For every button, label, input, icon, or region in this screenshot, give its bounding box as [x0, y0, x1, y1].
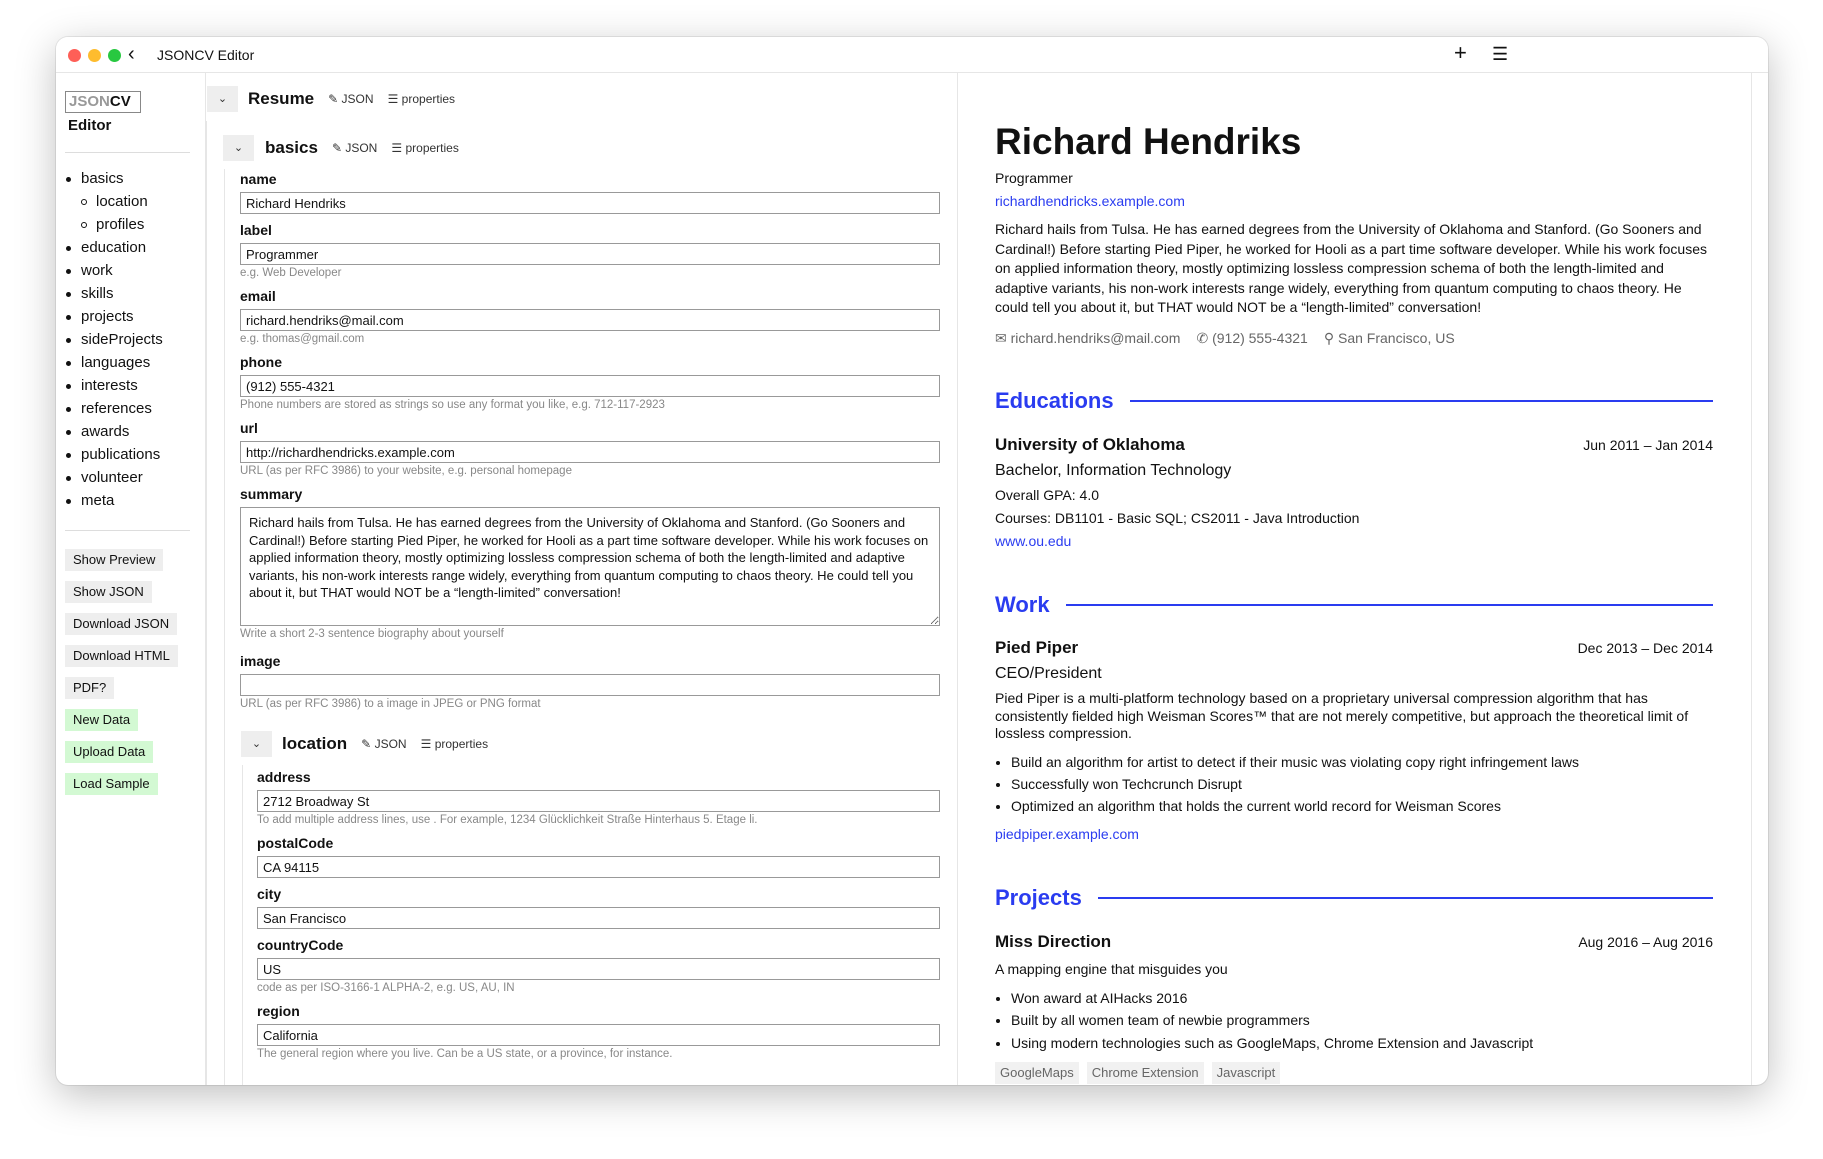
basics-collapse-toggle[interactable]: ⌄: [223, 135, 254, 161]
bullet-icon: [81, 199, 87, 205]
nest-line: [206, 121, 207, 1085]
logo: JSONCV: [65, 91, 141, 113]
address-field: address 2712 Broadway St To add multiple address lines, use . For example, 1234 Glücklichkeit Straße Hinterhaus 5. Etage li.: [257, 767, 940, 833]
work-heading: Work: [995, 591, 1713, 619]
nest-line: [224, 169, 225, 1085]
region-input[interactable]: [257, 1024, 940, 1046]
bullet-icon: [66, 177, 71, 182]
countrycode-input[interactable]: [257, 958, 940, 980]
bullet-icon: [66, 292, 71, 297]
countrycode-field: countryCode US code as per ISO-3166-1 ALPHA-2, e.g. US, AU, IN: [257, 935, 940, 1001]
contact-email: ✉ richard.hendriks@mail.com: [995, 330, 1181, 346]
sidebar-item-work[interactable]: work: [81, 261, 113, 281]
sidebar-item-skills[interactable]: skills: [81, 284, 114, 304]
project-entry: Miss Direction Aug 2016 – Aug 2016 A mapping engine that misguides you • Won award at AIHacks 2016 • Built by all women team of newbie programmers • Using modern technologies such as GoogleMaps, Chrome Extension and Javascript GoogleMaps Chrome Extension Javascript: [995, 931, 1713, 1084]
list-icon: ☰: [387, 92, 399, 106]
phone-input[interactable]: [240, 375, 940, 397]
bullet-icon: [66, 338, 71, 343]
resume-properties-link[interactable]: ☰ properties: [387, 92, 456, 106]
pencil-icon: ✎: [328, 92, 339, 106]
sidebar-item-basics[interactable]: basics: [81, 169, 124, 189]
work-highlights: • Build an algorithm for artist to detect if their music was violating copy right infringement laws • Successfully won Techcrunch Disrupt • Optimized an algorithm that holds the current world record for Weisman Scores: [1011, 751, 1713, 818]
education-entry: University of Oklahoma Jun 2011 – Jan 2014 Bachelor, Information Technology Overall GPA: 4.0 Courses: DB1101 - Basic SQL; CS2011 - Java Introduction www.ou.edu: [995, 435, 1713, 549]
summary-field: summary Richard hails from Tulsa. He has earned degrees from the University of Oklahoma and Stanford. (Go Sooners and Cardinal!) Before starting Pied Piper, he worked for Hooli as a part time software developer. While his work focuses on applied information theory, mostly optimizing lossless compression schema of both the length-limited and adaptive variants, his non-work interests range widely, everything from quantum computing to chaos theory. He could tell you about it, but THAT would NOT be a “length-limited” conversation! Write a short 2-3 sentence biography about yourself: [240, 484, 940, 651]
map-pin-icon: ⚲: [1323, 330, 1335, 346]
sidebar-item-volunteer[interactable]: volunteer: [81, 468, 143, 488]
list-icon: ☰: [391, 141, 403, 155]
email-input[interactable]: [240, 309, 940, 331]
summary-textarea[interactable]: [240, 507, 940, 626]
label-input[interactable]: [240, 243, 940, 265]
resume-collapse-toggle[interactable]: ⌄: [207, 86, 238, 112]
resume-title: Resume: [248, 89, 315, 108]
educations-heading: Educations: [995, 387, 1713, 415]
download-json-button[interactable]: Download JSON: [65, 613, 177, 635]
close-window-button[interactable]: [68, 49, 81, 62]
resume-header: [248, 86, 455, 112]
menu-icon[interactable]: ☰: [1492, 44, 1509, 64]
phone-field: phone (912) 555-4321 Phone numbers are stored as strings so use any format you like, e.g. 712-117-2923: [240, 352, 940, 418]
new-data-button[interactable]: New Data: [65, 709, 138, 731]
label-field: label Programmer e.g. Web Developer: [240, 220, 940, 286]
location-form: [257, 767, 940, 1067]
image-field: image URL (as per RFC 3986) to a image in JPEG or PNG format: [240, 651, 940, 717]
window-title: JSONCV Editor: [157, 47, 255, 63]
sidebar-item-awards[interactable]: awards: [81, 422, 129, 442]
url-input[interactable]: [240, 441, 940, 463]
sidebar-item-sideprojects[interactable]: sideProjects: [81, 330, 163, 350]
name-field: name Richard Hendriks: [240, 169, 940, 220]
work-url-link[interactable]: piedpiper.example.com: [995, 826, 1139, 843]
plus-icon[interactable]: +: [1454, 40, 1467, 65]
app-window: [56, 37, 1768, 1085]
postalcode-field: postalCode CA 94115: [257, 833, 940, 884]
bullet-icon: [66, 476, 71, 481]
keyword-tag: GoogleMaps: [995, 1062, 1079, 1084]
name-input[interactable]: [240, 192, 940, 214]
sidebar-item-projects[interactable]: projects: [81, 307, 134, 327]
upload-data-button[interactable]: Upload Data: [65, 741, 153, 763]
contact-location: ⚲ San Francisco, US: [1323, 330, 1455, 346]
sidebar-item-education[interactable]: education: [81, 238, 146, 258]
maximize-window-button[interactable]: [108, 49, 121, 62]
sidebar-item-profiles[interactable]: profiles: [96, 215, 144, 235]
preview-label: Programmer: [995, 170, 1073, 186]
basics-header: [265, 135, 459, 161]
sidebar-item-references[interactable]: references: [81, 399, 152, 419]
sidebar-item-meta[interactable]: meta: [81, 491, 114, 511]
bullet-icon: [66, 407, 71, 412]
download-html-button[interactable]: Download HTML: [65, 645, 178, 667]
basics-properties-link[interactable]: ☰ properties: [391, 141, 459, 155]
sidebar-item-languages[interactable]: languages: [81, 353, 150, 373]
bullet-icon: [66, 499, 71, 504]
work-entry: Pied Piper Dec 2013 – Dec 2014 CEO/President Pied Piper is a multi-platform technology based on a proprietary universal compression algorithm that has consistently fielded high Weisman Scores™ that are not merely competitive, but approach the theoretical limit of lossless compression. • Build an algorithm for artist to detect if their music was violating copy right infringement laws • Successfully won Techcrunch Disrupt • Optimized an algorithm that holds the current world record for Weisman Scores piedpiper.example.com: [995, 637, 1713, 844]
education-url-link[interactable]: www.ou.edu: [995, 533, 1072, 549]
basics-json-link[interactable]: ✎ JSON: [331, 141, 378, 155]
preview-url-link[interactable]: richardhendricks.example.com: [995, 193, 1185, 209]
region-field: region California The general region where you live. Can be a US state, or a province, for instance.: [257, 1001, 940, 1067]
show-json-button[interactable]: Show JSON: [65, 581, 152, 603]
preview-name: Richard Hendriks: [995, 121, 1302, 162]
address-input[interactable]: [257, 790, 940, 812]
bullet-icon: [66, 430, 71, 435]
resume-json-link[interactable]: ✎ JSON: [328, 92, 374, 106]
contact-phone: ✆ (912) 555-4321: [1196, 330, 1308, 346]
bullet-icon: [66, 384, 71, 389]
project-highlights: • Won award at AIHacks 2016 • Built by all women team of newbie programmers • Using modern technologies such as GoogleMaps, Chrome Extension and Javascript: [1011, 987, 1713, 1054]
projects-heading: Projects: [995, 884, 1713, 912]
minimize-window-button[interactable]: [88, 49, 101, 62]
title-bar: [56, 37, 1768, 73]
nest-line: [242, 765, 243, 1085]
phone-icon: ✆: [1196, 330, 1209, 346]
sidebar-item-publications[interactable]: publications: [81, 445, 160, 465]
location-json-link[interactable]: ✎ JSON: [361, 737, 407, 751]
back-icon[interactable]: ‹: [128, 43, 135, 65]
project-keywords: [995, 1062, 1713, 1084]
city-input[interactable]: [257, 907, 940, 929]
location-header: [282, 731, 488, 757]
divider: [65, 152, 190, 153]
list-icon: ☰: [420, 737, 432, 751]
bullet-icon: [66, 315, 71, 320]
load-sample-button[interactable]: Load Sample: [65, 773, 158, 795]
bullet-icon: [66, 453, 71, 458]
url-field: url http://richardhendricks.example.com URL (as per RFC 3986) to your website, e.g. personal homepage: [240, 418, 940, 484]
email-field: email richard.hendriks@mail.com e.g. thomas@gmail.com: [240, 286, 940, 352]
postalcode-input[interactable]: [257, 856, 940, 878]
editor-divider: [957, 73, 958, 1085]
preview-border: [1751, 73, 1752, 1085]
sidebar-item-location[interactable]: location: [96, 192, 148, 212]
pencil-icon: ✎: [331, 141, 342, 155]
envelope-icon: ✉: [995, 330, 1007, 346]
show-preview-button[interactable]: Show Preview: [65, 549, 163, 571]
basics-form: [240, 169, 940, 717]
bullet-icon: [66, 361, 71, 366]
image-input[interactable]: [240, 674, 940, 696]
keyword-tag: Chrome Extension: [1087, 1062, 1204, 1084]
bullet-icon: [66, 246, 71, 251]
preview-summary: Richard hails from Tulsa. He has earned degrees from the University of Oklahoma and Stanford. (Go Sooners and Cardinal!) Before starting Pied Piper, he worked for Hooli as a part time software developer. While his work focuses on applied information theory, mostly optimizing lossless compression schema of both the length-limited and adaptive variants, his non-work interests range widely, everything from quantum computing to chaos theory. He could tell you about it, but THAT would NOT be a “length-limited” conversation!: [995, 221, 1707, 315]
sidebar-item-interests[interactable]: interests: [81, 376, 138, 396]
logo-subtitle: Editor: [68, 117, 112, 134]
location-collapse-toggle[interactable]: ⌄: [241, 731, 272, 757]
keyword-tag: Javascript: [1212, 1062, 1281, 1084]
location-title: location: [282, 734, 348, 753]
bullet-icon: [81, 222, 87, 228]
divider: [65, 530, 190, 531]
preview-contacts: [995, 328, 1713, 348]
pdf-button[interactable]: PDF?: [65, 677, 114, 699]
location-properties-link[interactable]: ☰ properties: [420, 737, 489, 751]
bullet-icon: [66, 269, 71, 274]
pencil-icon: ✎: [361, 737, 372, 751]
basics-title: basics: [265, 138, 318, 157]
city-field: city San Francisco: [257, 884, 940, 935]
